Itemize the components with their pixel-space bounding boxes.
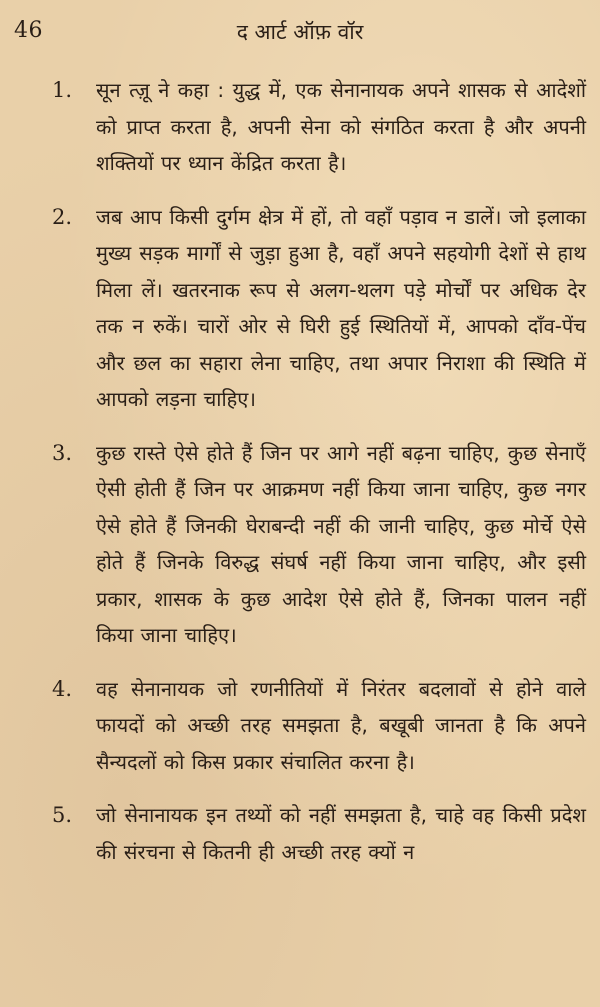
item-text: कुछ रास्ते ऐसे होते हैं जिन पर आगे नहीं बढ़ना चाहिए, कुछ सेनाएँ ऐसी होती हैं जिन पर आक्रमण नहीं किया जाना चाहिए, कुछ नगर ऐसे होते हैं जिनकी घेराबन्दी नहीं की जानी चाहिए, कुछ मोर्चे ऐसे होते हैं जिनके विरुद्ध संघर्ष नहीं किया जाना चाहिए, और इसी प्रकार, शासक के कुछ आदेश ऐसे होते हैं, जिनका पालन नहीं किया जाना चाहिए। [96,440,586,647]
page-header [0,14,600,50]
item-number: 4. [52,676,73,701]
page-content [52,72,586,887]
page-number: 46 [14,18,43,43]
running-title: द आर्ट ऑफ़ वॉर [236,20,364,44]
item-text: वह सेनानायक जो रणनीतियों में निरंतर बदलावों से होने वाले फायदों को अच्छी तरह समझता है, बखूबी जानता है कि अपने सैन्यदलों को किस प्रकार संचालित करना है। [96,676,586,774]
list-item [52,199,586,418]
item-text: सून त्ज़ू ने कहा : युद्ध में, एक सेनानायक अपने शासक से आदेशों को प्राप्त करता है, अपनी सेना को संगठित करता है और अपनी शक्तियों पर ध्यान केंद्रित करता है। [96,78,586,175]
item-text: जब आप किसी दुर्गम क्षेत्र में हों, तो वहाँ पड़ाव न डालें। जो इलाका मुख्य सड़क मार्गों से जुड़ा हुआ है, वहाँ अपने सहयोगी देशों से हाथ मिला लें। खतरनाक रूप से अलग-थलग पड़े मोर्चों पर अधिक देर तक न रुकें। चारों ओर से घिरी हुई स्थितियों में, आपको दाँव-पेंच और छल का सहारा लेना चाहिए, तथा अपार निराशा की स्थिति में आपको लड़ना चाहिए। [96,204,586,411]
item-number: 2. [52,204,73,229]
list-item [52,797,586,870]
list-item [52,72,586,182]
item-number: 5. [52,803,73,827]
item-number: 1. [52,78,73,102]
list-item [52,435,586,654]
item-text: जो सेनानायक इन तथ्यों को नहीं समझता है, चाहे वह किसी प्रदेश की संरचना से कितनी ही अच्छी तरह क्यों न [96,803,586,864]
item-number: 3. [52,440,73,465]
list-item [52,671,586,781]
